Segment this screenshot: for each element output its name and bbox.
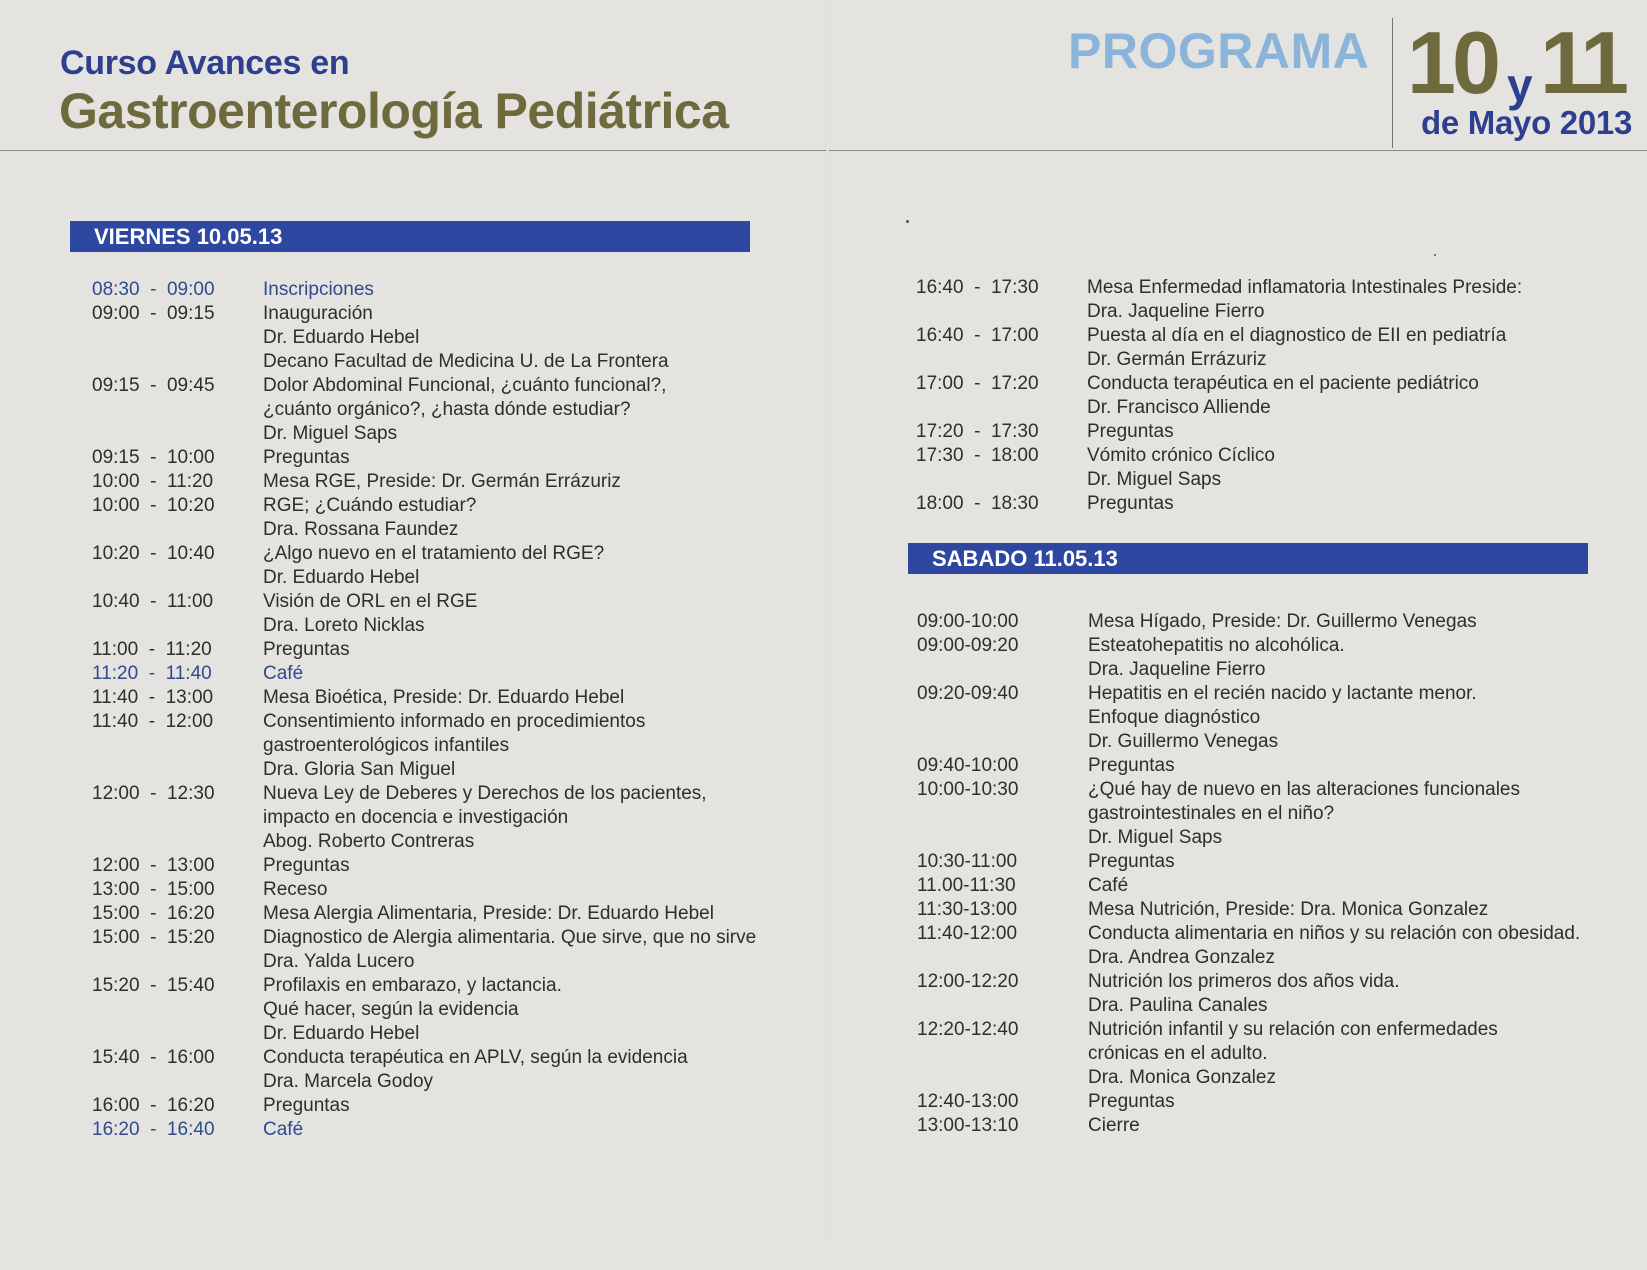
schedule-row bbox=[92, 974, 792, 1046]
schedule-text-line: Receso bbox=[263, 879, 328, 900]
schedule-description bbox=[263, 686, 792, 710]
schedule-description bbox=[1088, 754, 1637, 778]
schedule-text-line: Dr. Eduardo Hebel bbox=[263, 567, 420, 588]
schedule-text-line: Dr. Eduardo Hebel bbox=[263, 327, 420, 348]
schedule-time: 15:40 - 16:00 bbox=[92, 1047, 215, 1068]
schedule-row bbox=[92, 686, 792, 710]
schedule-row bbox=[92, 470, 792, 494]
schedule-time: 16:40 - 17:30 bbox=[916, 277, 1039, 298]
schedule-text-line: Profilaxis en embarazo, y lactancia. bbox=[263, 975, 562, 996]
schedule-time: 16:40 - 17:00 bbox=[916, 325, 1039, 346]
schedule-text-line: Inauguración bbox=[263, 303, 373, 324]
schedule-time: 10:00 - 11:20 bbox=[92, 471, 214, 492]
schedule-text-line: Puesta al día en el diagnostico de EII en pediatría bbox=[1087, 325, 1507, 346]
date-day-1: 10 bbox=[1407, 13, 1497, 112]
schedule-row bbox=[917, 1090, 1637, 1114]
schedule-row bbox=[92, 926, 792, 974]
schedule-description bbox=[263, 302, 792, 374]
day-label-sabado: SABADO 11.05.13 bbox=[932, 546, 1118, 571]
course-title-line2: Gastroenterología Pediátrica bbox=[59, 83, 729, 139]
schedule-row bbox=[92, 542, 792, 590]
schedule-time: 11:00 - 11:20 bbox=[92, 639, 212, 660]
schedule-text-line: Dra. Loreto Nicklas bbox=[263, 615, 425, 636]
schedule-row bbox=[92, 446, 792, 470]
schedule-time: 11.00-11:30 bbox=[917, 875, 1016, 896]
schedule-text-line: Dr. Francisco Alliende bbox=[1087, 397, 1271, 418]
schedule-row bbox=[92, 902, 792, 926]
schedule-text-line: Conducta terapéutica en el paciente pediátrico bbox=[1087, 373, 1479, 394]
day-bar-viernes bbox=[70, 221, 750, 252]
schedule-text-line: Dr. Miguel Saps bbox=[263, 423, 398, 444]
schedule-row bbox=[917, 1114, 1637, 1138]
schedule-row bbox=[916, 372, 1616, 420]
schedule-row bbox=[917, 778, 1637, 850]
schedule-row bbox=[92, 302, 792, 374]
schedule-text-line: Decano Facultad de Medicina U. de La Frontera bbox=[263, 351, 669, 372]
schedule-description bbox=[263, 1046, 792, 1094]
schedule-text-line: Vómito crónico Cíclico bbox=[1087, 445, 1275, 466]
schedule-description bbox=[263, 926, 792, 974]
schedule-text-line: Mesa Enfermedad inflamatoria Intestinales Preside: bbox=[1087, 277, 1523, 298]
schedule-text-line: Preguntas bbox=[263, 447, 350, 468]
schedule-text-line: Nueva Ley de Deberes y Derechos de los pacientes, bbox=[263, 783, 707, 804]
schedule-viernes bbox=[92, 278, 792, 1142]
schedule-text-line: crónicas en el adulto. bbox=[1088, 1043, 1268, 1064]
schedule-text-line: Hepatitis en el recién nacido y lactante menor. bbox=[1088, 683, 1477, 704]
schedule-text-line: impacto en docencia e investigación bbox=[263, 807, 569, 828]
schedule-row bbox=[92, 374, 792, 446]
schedule-description bbox=[263, 1094, 792, 1118]
schedule-text-line: gastrointestinales en el niño? bbox=[1088, 803, 1335, 824]
schedule-row bbox=[916, 276, 1616, 324]
schedule-text-line: Dra. Gloria San Miguel bbox=[263, 759, 456, 780]
schedule-text-line: Dra. Marcela Godoy bbox=[263, 1071, 434, 1092]
schedule-text-line: Preguntas bbox=[1088, 851, 1175, 872]
scan-speck bbox=[906, 220, 909, 223]
schedule-row bbox=[916, 420, 1616, 444]
schedule-text-line: Consentimiento informado en procedimientos bbox=[263, 711, 646, 732]
schedule-text-line: Dra. Monica Gonzalez bbox=[1088, 1067, 1276, 1088]
schedule-text-line: Mesa Nutrición, Preside: Dra. Monica Gonzalez bbox=[1088, 899, 1489, 920]
schedule-row bbox=[92, 494, 792, 542]
schedule-description bbox=[1087, 372, 1616, 420]
schedule-time: 11:20 - 11:40 bbox=[92, 663, 212, 684]
schedule-time: 09:00-10:00 bbox=[917, 611, 1019, 632]
schedule-time: 15:20 - 15:40 bbox=[92, 975, 215, 996]
schedule-description bbox=[263, 446, 792, 470]
schedule-description bbox=[263, 590, 792, 638]
schedule-text-line: Cierre bbox=[1088, 1115, 1140, 1136]
schedule-time: 13:00-13:10 bbox=[917, 1115, 1019, 1136]
day-bar-sabado bbox=[908, 543, 1588, 574]
schedule-time: 10:00-10:30 bbox=[917, 779, 1019, 800]
schedule-description bbox=[1088, 1018, 1637, 1090]
scan-speck bbox=[1434, 254, 1436, 256]
schedule-row bbox=[92, 782, 792, 854]
schedule-description bbox=[1088, 610, 1637, 634]
schedule-text-line: gastroenterológicos infantiles bbox=[263, 735, 510, 756]
programa-heading: PROGRAMA bbox=[1068, 23, 1370, 79]
header-divider bbox=[0, 150, 1647, 151]
schedule-row bbox=[92, 1094, 792, 1118]
schedule-text-line: Esteatohepatitis no alcohólica. bbox=[1088, 635, 1345, 656]
schedule-text-line: ¿cuánto orgánico?, ¿hasta dónde estudiar? bbox=[263, 399, 631, 420]
schedule-time: 13:00 - 15:00 bbox=[92, 879, 215, 900]
date-divider bbox=[1392, 18, 1393, 148]
schedule-time: 09:00 - 09:15 bbox=[92, 303, 215, 324]
schedule-time: 17:30 - 18:00 bbox=[916, 445, 1039, 466]
schedule-text-line: Nutrición los primeros dos años vida. bbox=[1088, 971, 1400, 992]
schedule-description bbox=[1088, 778, 1637, 850]
schedule-text-line: RGE; ¿Cuándo estudiar? bbox=[263, 495, 477, 516]
schedule-description bbox=[1087, 276, 1616, 324]
schedule-description bbox=[1088, 898, 1637, 922]
schedule-text-line: ¿Qué hay de nuevo en las alteraciones funcionales bbox=[1088, 779, 1520, 800]
schedule-row bbox=[92, 1046, 792, 1094]
schedule-time: 09:40-10:00 bbox=[917, 755, 1019, 776]
schedule-text-line: Mesa Alergia Alimentaria, Preside: Dr. Eduardo Hebel bbox=[263, 903, 714, 924]
schedule-time: 18:00 - 18:30 bbox=[916, 493, 1039, 514]
schedule-viernes-continued bbox=[916, 276, 1616, 516]
schedule-text-line: Preguntas bbox=[1087, 493, 1174, 514]
schedule-text-line: Preguntas bbox=[263, 639, 350, 660]
date-month-year: de Mayo 2013 bbox=[1421, 104, 1633, 141]
schedule-text-line: Dr. Miguel Saps bbox=[1088, 827, 1223, 848]
schedule-description bbox=[263, 278, 792, 302]
schedule-description bbox=[263, 974, 792, 1046]
schedule-time: 11:40 - 13:00 bbox=[92, 687, 214, 708]
schedule-time: 12:40-13:00 bbox=[917, 1091, 1019, 1112]
schedule-text-line: Dr. Miguel Saps bbox=[1087, 469, 1222, 490]
schedule-description bbox=[263, 902, 792, 926]
schedule-row bbox=[92, 638, 792, 662]
schedule-row bbox=[917, 754, 1637, 778]
schedule-text-line: Qué hacer, según la evidencia bbox=[263, 999, 519, 1020]
schedule-time: 10:30-11:00 bbox=[917, 851, 1018, 872]
schedule-time: 08:30 - 09:00 bbox=[92, 279, 215, 300]
schedule-description bbox=[263, 374, 792, 446]
schedule-text-line: Preguntas bbox=[1087, 421, 1174, 442]
schedule-row bbox=[917, 922, 1637, 970]
schedule-text-line: Dolor Abdominal Funcional, ¿cuánto funcional?, bbox=[263, 375, 667, 396]
schedule-description bbox=[263, 782, 792, 854]
schedule-description bbox=[263, 494, 792, 542]
schedule-description bbox=[1088, 922, 1637, 970]
schedule-row bbox=[916, 444, 1616, 492]
schedule-description bbox=[263, 542, 792, 590]
schedule-description bbox=[1087, 444, 1616, 492]
schedule-text-line: Café bbox=[263, 1119, 304, 1140]
schedule-time: 11:40-12:00 bbox=[917, 923, 1018, 944]
schedule-time: 12:20-12:40 bbox=[917, 1019, 1019, 1040]
schedule-description bbox=[1088, 874, 1637, 898]
schedule-description bbox=[1087, 420, 1616, 444]
schedule-text-line: Dr. Guillermo Venegas bbox=[1088, 731, 1279, 752]
schedule-text-line: Conducta terapéutica en APLV, según la evidencia bbox=[263, 1047, 688, 1068]
schedule-text-line: Dra. Yalda Lucero bbox=[263, 951, 415, 972]
schedule-row bbox=[917, 610, 1637, 634]
schedule-time: 10:20 - 10:40 bbox=[92, 543, 215, 564]
schedule-time: 11:30-13:00 bbox=[917, 899, 1018, 920]
schedule-time: 12:00 - 13:00 bbox=[92, 855, 215, 876]
schedule-time: 16:00 - 16:20 bbox=[92, 1095, 215, 1116]
course-title-line1: Curso Avances en bbox=[60, 44, 350, 82]
schedule-time: 10:40 - 11:00 bbox=[92, 591, 214, 612]
schedule-time: 10:00 - 10:20 bbox=[92, 495, 215, 516]
schedule-row bbox=[917, 850, 1637, 874]
schedule-description bbox=[1088, 1114, 1637, 1138]
schedule-text-line: Dr. Germán Errázuriz bbox=[1087, 349, 1267, 370]
schedule-text-line: Preguntas bbox=[263, 1095, 350, 1116]
schedule-time: 17:00 - 17:20 bbox=[916, 373, 1039, 394]
schedule-row bbox=[917, 970, 1637, 1018]
schedule-row bbox=[917, 874, 1637, 898]
schedule-time: 16:20 - 16:40 bbox=[92, 1119, 215, 1140]
schedule-time: 17:20 - 17:30 bbox=[916, 421, 1039, 442]
schedule-row bbox=[917, 634, 1637, 682]
schedule-row bbox=[92, 1118, 792, 1142]
schedule-description bbox=[263, 710, 792, 782]
date-connector: y bbox=[1507, 59, 1533, 111]
schedule-text-line: Preguntas bbox=[1088, 1091, 1175, 1112]
schedule-time: 15:00 - 16:20 bbox=[92, 903, 215, 924]
schedule-row bbox=[92, 590, 792, 638]
schedule-text-line: Preguntas bbox=[263, 855, 350, 876]
schedule-row bbox=[916, 324, 1616, 372]
schedule-row bbox=[92, 854, 792, 878]
schedule-time: 09:15 - 10:00 bbox=[92, 447, 215, 468]
schedule-description bbox=[1088, 970, 1637, 1018]
schedule-text-line: Visión de ORL en el RGE bbox=[263, 591, 478, 612]
schedule-description bbox=[263, 638, 792, 662]
schedule-time: 12:00-12:20 bbox=[917, 971, 1019, 992]
schedule-text-line: Dra. Jaqueline Fierro bbox=[1087, 301, 1265, 322]
schedule-text-line: Dr. Eduardo Hebel bbox=[263, 1023, 420, 1044]
schedule-description bbox=[1087, 324, 1616, 372]
page-fold bbox=[826, 0, 829, 1240]
schedule-text-line: Diagnostico de Alergia alimentaria. Que sirve, que no sirve bbox=[263, 927, 757, 948]
schedule-text-line: Dra. Jaqueline Fierro bbox=[1088, 659, 1266, 680]
schedule-text-line: Mesa RGE, Preside: Dr. Germán Errázuriz bbox=[263, 471, 621, 492]
schedule-time: 09:00-09:20 bbox=[917, 635, 1019, 656]
schedule-text-line: Nutrición infantil y su relación con enfermedades bbox=[1088, 1019, 1498, 1040]
schedule-text-line: Mesa Hígado, Preside: Dr. Guillermo Venegas bbox=[1088, 611, 1477, 632]
date-day-2: 11 bbox=[1540, 13, 1626, 112]
schedule-description bbox=[1088, 850, 1637, 874]
schedule-time: 12:00 - 12:30 bbox=[92, 783, 215, 804]
schedule-row bbox=[92, 878, 792, 902]
schedule-row bbox=[917, 898, 1637, 922]
schedule-row bbox=[916, 492, 1616, 516]
schedule-row bbox=[92, 278, 792, 302]
schedule-row bbox=[917, 1018, 1637, 1090]
schedule-sabado bbox=[917, 610, 1637, 1138]
schedule-description bbox=[263, 470, 792, 494]
schedule-text-line: Abog. Roberto Contreras bbox=[263, 831, 475, 852]
schedule-time: 15:00 - 15:20 bbox=[92, 927, 215, 948]
schedule-description bbox=[1087, 492, 1616, 516]
schedule-text-line: Dra. Rossana Faundez bbox=[263, 519, 459, 540]
schedule-row bbox=[92, 662, 792, 686]
schedule-row bbox=[917, 682, 1637, 754]
schedule-text-line: Dra. Andrea Gonzalez bbox=[1088, 947, 1275, 968]
schedule-description bbox=[1088, 682, 1637, 754]
schedule-text-line: Inscripciones bbox=[263, 279, 374, 300]
schedule-row bbox=[92, 710, 792, 782]
schedule-text-line: ¿Algo nuevo en el tratamiento del RGE? bbox=[263, 543, 605, 564]
schedule-text-line: Café bbox=[263, 663, 304, 684]
schedule-text-line: Preguntas bbox=[1088, 755, 1175, 776]
schedule-description bbox=[263, 854, 792, 878]
schedule-description bbox=[263, 662, 792, 686]
schedule-description bbox=[1088, 1090, 1637, 1114]
schedule-time: 09:20-09:40 bbox=[917, 683, 1019, 704]
schedule-description bbox=[1088, 634, 1637, 682]
schedule-time: 09:15 - 09:45 bbox=[92, 375, 215, 396]
schedule-text-line: Mesa Bioética, Preside: Dr. Eduardo Hebel bbox=[263, 687, 625, 708]
schedule-description bbox=[263, 1118, 792, 1142]
schedule-text-line: Enfoque diagnóstico bbox=[1088, 707, 1261, 728]
schedule-time: 11:40 - 12:00 bbox=[92, 711, 214, 732]
schedule-description bbox=[263, 878, 792, 902]
schedule-text-line: Conducta alimentaria en niños y su relación con obesidad. bbox=[1088, 923, 1581, 944]
schedule-text-line: Dra. Paulina Canales bbox=[1088, 995, 1268, 1016]
schedule-text-line: Café bbox=[1088, 875, 1129, 896]
day-label-viernes: VIERNES 10.05.13 bbox=[94, 224, 283, 249]
